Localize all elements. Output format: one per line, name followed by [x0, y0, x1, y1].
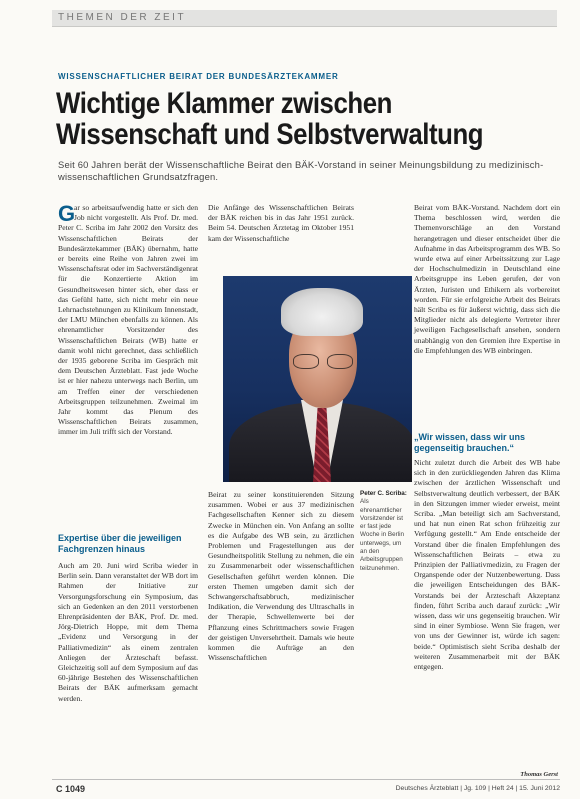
body-column-1 [58, 203, 198, 438]
section-label: THEMEN DER ZEIT [58, 12, 187, 23]
body-column-1-continued [58, 561, 198, 704]
photo-hair [281, 288, 363, 336]
body-paragraph: Die Anfänge des Wissenschaftlichen Beirats der BÄK reichen bis in das Jahr 1951 zurück. Beim 54. Deutschen Ärztetag im Oktober 1951 kam der Wissenschaftliche [208, 203, 354, 243]
portrait-photo [223, 276, 412, 482]
body-column-3-continued [414, 458, 560, 672]
article-headline [56, 88, 486, 150]
page-number: C 1049 [56, 784, 86, 794]
photo-glasses [293, 354, 353, 368]
body-paragraph: G ar so arbeitsaufwendig hatte er sich den Job nicht vorgestellt. Als Prof. Dr. med. Peter C. Scriba im Jahr 2002 den Vorsitz des Wissenschaftlichen Beirats der Bundesärztekammer (BÄK) übernahm, hatte er bereits eine Reihe von Jahren zwei im Wissenschaftsrat oder im Sachverständigenrat für die Konzertierte Aktion im Gesundheitswesen hinter sich, eher dass er das Gefühl hatte, sich nicht mehr ein neue Lehrnachstehnungen zu Klinikum Innenstadt, der LMU München ebenfalls zu können. Als ehrenamtlicher Vorsitzender des Wissenschaftlichen Beirats (WB) hatte er damit wohl nicht gerechnet, dass schließlich der 1935 geborene Scriba im Gespräch mit dem Deutschen Ärzteblatt. Fast jede Woche ist er hier nahezu unterwegs nach Berlin, um am Treffen einer der verschiedenen Arbeitsgruppen teilzunehmen. Zweimal im Jahr kommt das Plenum des Wissenschaftlichen Beirats zusammen, immer im Juli trifft sich der Vorstand. [58, 201, 198, 437]
footer-divider [52, 779, 560, 780]
caption-name: Peter C. Scriba: [360, 490, 407, 497]
body-column-2-continued [208, 490, 354, 663]
headline-line-1: Wichtige Klammer zwischen [56, 87, 392, 120]
article-kicker: WISSENSCHAFTLICHER BEIRAT DER BUNDESÄRZTEKAMMER [58, 72, 339, 81]
body-paragraph: Beirat vom BÄK-Vorstand. Nachdem dort ein Thema beschlossen wird, werden die Themenvorschläge an den Vorstand herangetragen und dieser entscheidet über die Aufnahme in das Arbeitsprogramm des WB. So wurde etwa auf einer Arbeitssitzung zur Lage der Hochschulmedizin in Deutschland eine Arbeitsgruppe ins Leben gerufen, der von Ärzten, Juristen und Ethikern als vorbereitet worden. Für sie erfolgreiche Arbeit des Beirats hält Scriba es für äußerst wichtig, dass sich die Mitglieder nicht als delegierte Vertreter ihrer jeweiligen Fachgesellschaft ansehen, sondern unabhängig von den Gremien ihre Expertise in die Empfehlungen des WB einbringen. [414, 203, 560, 355]
journal-citation: Deutsches Ärzteblatt | Jg. 109 | Heft 24 | 15. Juni 2012 [395, 785, 560, 792]
body-paragraph: Beirat zu seiner konstituierenden Sitzung zusammen. Wobei er aus 37 medizinischen Fachgesellschaften Kenner sich zu diesem Zwecke in München ein. Von Anfang an sollte es die Aufgabe des WB sein, zu ärztlichen Problemen und Fragestellungen aus der Gesundheitspolitik Stellung zu nehmen, die ein zu Zusammenarbeit oder wissenschaftlichen Gesellschaften geführt werden können. Die ersten Themen umgeben damit sich der Schwangerschaftsabbruch, medizinischer Indikation, die Verwendung des Ultraschalls in der Therapie, Schwellenwerte bei der Pflanzung eines Schrittmachers sowie Fragen der geistigen Unversehrtheit. Damals wie heute kommen die Aufträge an den Wissenschaftlichen [208, 490, 354, 663]
article-deck: Seit 60 Jahren berät der Wissenschaftliche Beirat den BÄK-Vorstand in seiner Meinungsbildung zu medizinisch-wissenschaftlichen Grundsatzfragen. [58, 159, 544, 182]
subheading-quote: „Wir wissen, dass wir uns gegenseitig brauchen.“ [414, 432, 525, 453]
section-header-bar [52, 10, 557, 27]
body-column-3 [414, 203, 560, 356]
body-paragraph: Nicht zuletzt durch die Arbeit des WB habe sich in den zurückliegenden Jahren das Klima zwischen der ärztlichen Wissenschaft und Selbstverwaltung deutlich verbessert, der BÄK in den Sitzungen immer wieder erweist, meint Scriba. „Man beteiligt sich am Sachverstand, und hat nun einen Rat schon frühzeitig zur Verfügung gestellt.“ Am Ende entscheide der Vorstand über die finalen Empfehlungen des Wissenschaftlichen Beirats – etwa zu Prinzipien der Palliativmedizin, zu Fragen der Organspende oder der Nutzenbewertung. Dass die jeweiligen Entscheidungen des BÄK-Vorstands bei der Ärzteschaft Akzeptanz finden, führt Scriba auch darauf zurück: „Wir wissen, dass wir uns gegenseitig brauchen. Wir sind in einer Symbiose. Wenn Sie fragen, wer von uns der Gewinner ist, würde ich sagen: beide.“ Optimistisch sieht Scriba deshalb der weiteren Zusammenarbeit mit der BÄK entgegen. [414, 458, 560, 672]
body-paragraph: Auch am 20. Juni wird Scriba wieder in Berlin sein. Dann veranstaltet der WB dort im Rahmen der Initiative zur Versorgungsforschung ein Symposium, das sich an Gedenken an den 2011 verstorbenen Ehrenpräsidenten der BÄK, Prof. Dr. med. Jörg-Dietrich Hoppe, mit dem Thema „Evidenz und Versorgung in der Palliativmedizin“ als einem zentralen Anliegen der Ärzteschaft befasst. Gleichzeitig soll auf dem Symposium auf das 60-jährige Bestehen des Wissenschaftlichen Beirats der BÄK aufmerksam gemacht werden. [58, 561, 198, 703]
caption-text: Als ehrenamtlicher Vorsitzender ist er fast jede Woche in Berlin unterwegs, um an den Arbeitsgruppen teilzunehmen. [360, 498, 404, 572]
body-column-2 [208, 203, 354, 244]
subheading-expertise: Expertise über die jeweiligen Fachgrenzen hinaus [58, 533, 182, 554]
headline-line-2: Wissenschaft und Selbstverwaltung [56, 118, 484, 151]
author-name: Thomas Gerst [520, 771, 558, 778]
dropcap: G [58, 201, 76, 226]
photo-caption [360, 490, 410, 573]
